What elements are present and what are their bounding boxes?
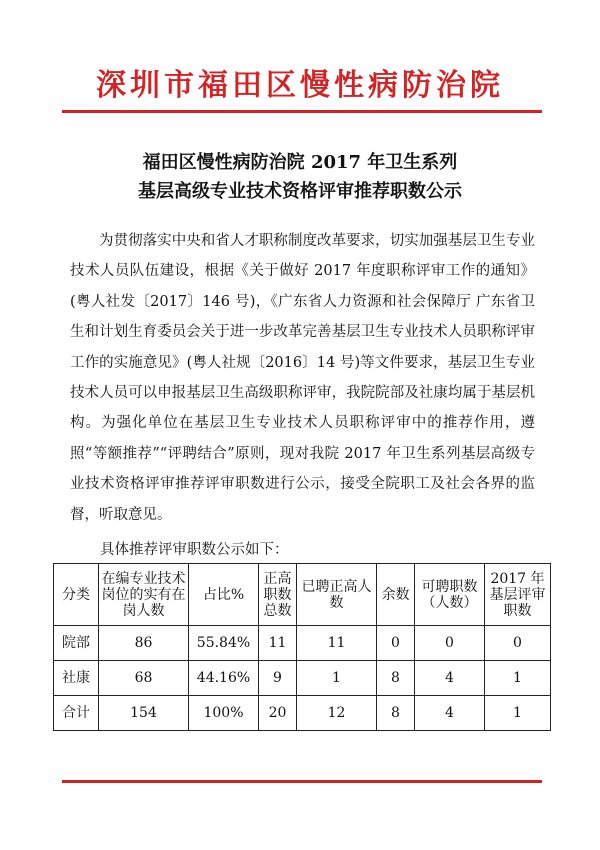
table-row-total xyxy=(54,696,551,731)
table-cell: 4 xyxy=(415,696,485,731)
table-cell: 1 xyxy=(297,661,377,696)
body-paragraph-text: 为贯彻落实中央和省人才职称制度改革要求，切实加强基层卫生专业技术人员队伍建设，根据《关于做好 2017 年度职称评审工作的通知》(粤人社发〔2017〕146 号)，《广东省人力资源和社会保障厅 广东省卫生和计划生育委员会关于进一步改革完善基层卫生专业技术人员职称评审工作的实施意见》(粤人社规〔2016〕14 号)等文件要求，基层卫生专业技术人员可以申报基层卫生高级职称评审，我院院部及社康均属于基层机构。为强化单位在基层卫生专业技术人员职称评审中的推荐作用，遵照“等额推荐”“评聘结合”原则，现对我院 2017 年卫生系列基层高级专业技术资格评审推荐评审职数进行公示，接受全院职工及社会各界的监督，听取意见。 xyxy=(70,233,535,523)
table-cell: 社康 xyxy=(54,661,99,696)
table-cell: 0 xyxy=(415,626,485,661)
table-cell: 68 xyxy=(99,661,189,696)
header-senior-quota: 正高职数总数 xyxy=(259,564,297,626)
document-title-line-1: 福田区慢性病防治院 2017 年卫生系列 xyxy=(142,152,458,173)
table-cell: 院部 xyxy=(54,626,99,661)
table-cell: 8 xyxy=(377,661,415,696)
document-title-line-2: 基层高级专业技术资格评审推荐职数公示 xyxy=(138,181,462,202)
header-hired-senior: 已聘正高人数 xyxy=(297,564,377,626)
table-intro: 具体推荐评审职数公示如下： xyxy=(100,542,289,558)
table-cell: 100% xyxy=(189,696,259,731)
table-cell: 0 xyxy=(485,626,551,661)
body-paragraph xyxy=(70,226,535,530)
table-cell: 55.84% xyxy=(189,626,259,661)
table-row xyxy=(54,661,551,696)
table-cell: 合计 xyxy=(54,696,99,731)
header-hireable: 可聘职数（人数） xyxy=(415,564,485,626)
table-row xyxy=(54,626,551,661)
table-header-row xyxy=(54,564,551,626)
table-cell: 12 xyxy=(297,696,377,731)
table-cell: 0 xyxy=(377,626,415,661)
table-cell: 1 xyxy=(485,661,551,696)
table-cell: 154 xyxy=(99,696,189,731)
letterhead-title: 深圳市福田区慢性病防治院 xyxy=(96,68,504,103)
table-cell: 86 xyxy=(99,626,189,661)
letterhead-rule-top xyxy=(62,110,542,113)
header-2017-quota: 2017 年基层评审职数 xyxy=(485,564,551,626)
table-cell: 8 xyxy=(377,696,415,731)
header-remainder: 余数 xyxy=(377,564,415,626)
header-ratio: 占比% xyxy=(189,564,259,626)
table-cell: 11 xyxy=(259,626,297,661)
quota-table xyxy=(53,563,551,731)
table-cell: 11 xyxy=(297,626,377,661)
header-staff-count: 在编专业技术岗位的实有在岗人数 xyxy=(99,564,189,626)
table-cell: 9 xyxy=(259,661,297,696)
header-category: 分类 xyxy=(54,564,99,626)
table-cell: 4 xyxy=(415,661,485,696)
table-cell: 1 xyxy=(485,696,551,731)
footer-rule xyxy=(62,780,542,783)
table-cell: 44.16% xyxy=(189,661,259,696)
table-cell: 20 xyxy=(259,696,297,731)
